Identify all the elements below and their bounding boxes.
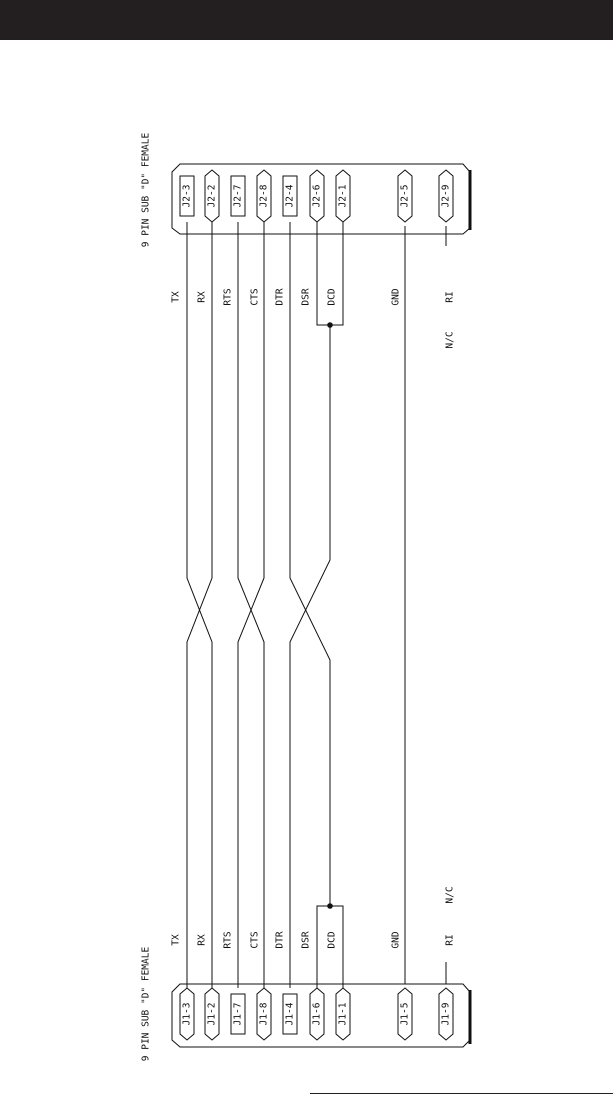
top-signal-label-dcd: DCD <box>326 288 338 306</box>
pin-label: J2-9 <box>440 184 452 208</box>
top-signal-label-ri: RI <box>444 291 456 303</box>
bottom-nc-label: N/C <box>444 886 456 904</box>
bottom-pin-j1-7 <box>231 994 245 1034</box>
bottom-signal-label-dtr: DTR <box>274 931 286 949</box>
wire-tx-to-rx <box>187 222 212 988</box>
bottom-signal-label-rts: RTS <box>222 931 234 949</box>
bottom-signal-label-tx: TX <box>170 934 182 946</box>
bottom-pin-j1-4 <box>283 994 297 1034</box>
bottom-signal-label-dcd: DCD <box>326 931 338 949</box>
footer-rule <box>310 1093 613 1094</box>
top-connector-title: 9 PIN SUB "D" FEMALE <box>140 132 152 248</box>
pin-label: J1-2 <box>206 1002 218 1026</box>
pin-label: J2-1 <box>337 184 349 208</box>
bottom-pin-j1-6 <box>310 988 324 1040</box>
top-pin-j2-2 <box>205 170 219 222</box>
bottom-pin-j1-9 <box>439 988 453 1040</box>
pin-label: J2-5 <box>399 184 411 208</box>
top-pin-j2-3 <box>180 176 194 216</box>
top-signal-label-cts: CTS <box>249 288 261 306</box>
bottom-pin-j1-5 <box>398 988 412 1040</box>
bottom-pin-j1-8 <box>257 988 271 1040</box>
pin-label: J2-3 <box>181 184 193 208</box>
bottom-connector-title: 9 PIN SUB "D" FEMALE <box>140 946 152 1062</box>
wire-rts-to-cts <box>238 222 264 988</box>
top-pin-j2-7 <box>231 176 245 216</box>
top-signal-label-gnd: GND <box>390 288 402 306</box>
bottom-signal-label-gnd: GND <box>390 931 402 949</box>
top-signal-label-rx: RX <box>196 291 208 303</box>
pin-label: J2-7 <box>232 184 244 208</box>
pin-label: J2-4 <box>284 184 296 208</box>
wire-dsr-dcd-to-dtr <box>290 325 330 988</box>
top-pin-j2-9 <box>439 170 453 222</box>
pin-label: J1-4 <box>284 1002 296 1026</box>
top-nc-label: N/C <box>444 331 456 349</box>
top-pin-j2-6 <box>310 170 324 222</box>
pin-label: J1-9 <box>440 1002 452 1026</box>
top-signal-label-rts: RTS <box>222 288 234 306</box>
bottom-signal-label-dsr: DSR <box>300 931 312 949</box>
top-dsr-dcd-bridge <box>317 222 343 325</box>
top-pin-j2-5 <box>398 170 412 222</box>
pin-label: J1-1 <box>337 1002 349 1026</box>
top-pin-j2-4 <box>283 176 297 216</box>
pin-label: J2-8 <box>258 184 270 208</box>
bottom-pin-j1-1 <box>336 988 350 1040</box>
pin-label: J2-2 <box>206 184 218 208</box>
pin-label: J1-8 <box>258 1002 270 1026</box>
wire-cts-to-rts <box>238 222 264 988</box>
pin-label: J1-5 <box>399 1002 411 1026</box>
top-pin-j2-8 <box>257 170 271 222</box>
pin-label: J1-3 <box>181 1002 193 1026</box>
wire-rx-to-tx <box>187 222 212 988</box>
bottom-junction-dot <box>327 903 333 909</box>
bottom-signal-label-rx: RX <box>196 934 208 946</box>
pin-label: J1-6 <box>311 1002 323 1026</box>
top-signal-label-dsr: DSR <box>300 288 312 306</box>
bottom-signal-label-cts: CTS <box>249 931 261 949</box>
bottom-pin-j1-2 <box>205 988 219 1040</box>
pin-label: J2-6 <box>311 184 323 208</box>
pin-label: J1-7 <box>232 1002 244 1026</box>
top-signal-label-tx: TX <box>170 291 182 303</box>
top-junction-dot <box>327 322 333 328</box>
bottom-signal-label-ri: RI <box>444 934 456 946</box>
top-pin-j2-1 <box>336 170 350 222</box>
top-signal-label-dtr: DTR <box>274 288 286 306</box>
bottom-pin-j1-3 <box>180 988 194 1040</box>
